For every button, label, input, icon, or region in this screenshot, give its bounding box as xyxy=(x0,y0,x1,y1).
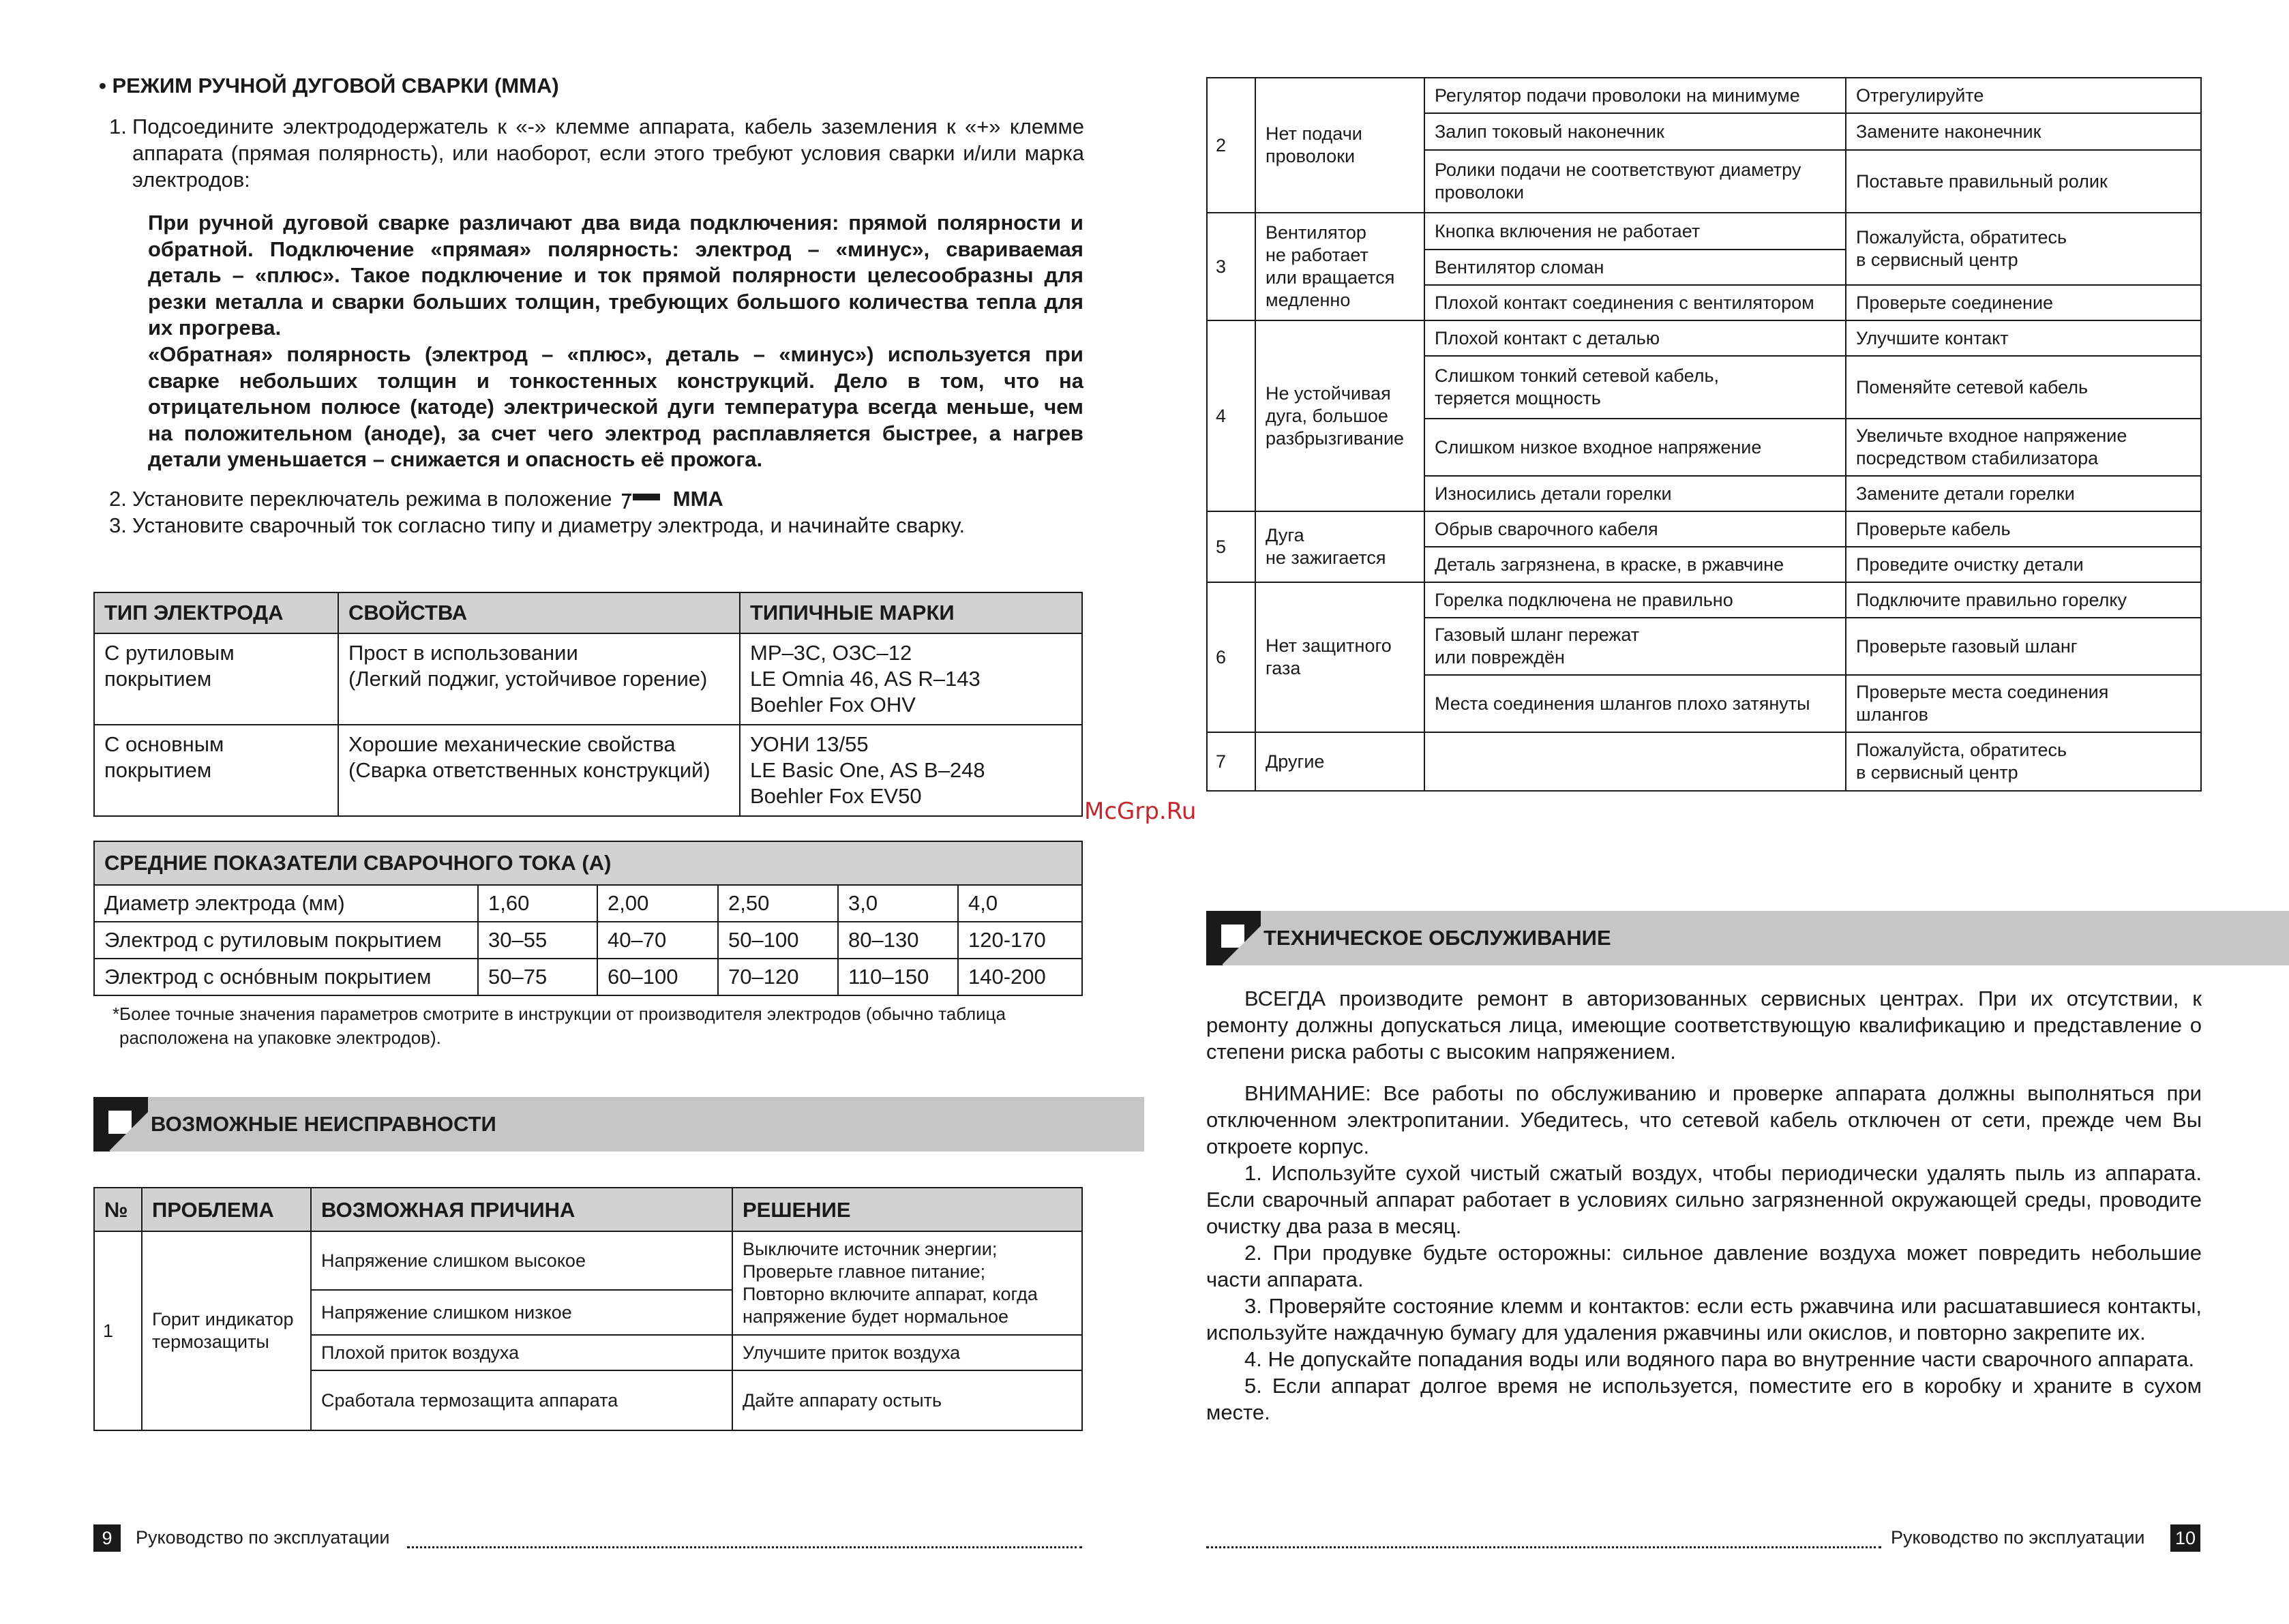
page-footer xyxy=(93,1524,1082,1552)
list-item: 4. Не допускайте попадания воды или водяного пара во внутренние части сварочного аппарата. xyxy=(1244,1347,2195,1371)
fault-solution: Замените детали горелки xyxy=(1846,476,2201,511)
table-cell: Прост в использовании (Легкий поджиг, устойчивое горение) xyxy=(338,633,740,725)
table-title: СРЕДНИЕ ПОКАЗАТЕЛИ СВАРОЧНОГО ТОКА (А) xyxy=(94,841,1082,885)
table-cell: 4,0 xyxy=(958,885,1082,922)
list-item: 3. Проверяйте состояние клемм и контактов: если есть ржавчина или расшатавшиеся контакты, используйте наждачную бумагу для удаления ржавчины или окислов, и повторно закрепите их. xyxy=(1206,1294,2202,1344)
table-cell: Диаметр электрода (мм) xyxy=(94,885,478,922)
fault-solution: Подключите правильно горелку xyxy=(1846,582,2201,618)
maintenance-section-header xyxy=(1206,911,2289,965)
fault-problem: Другие xyxy=(1255,732,1424,791)
maintenance-paragraph: ВНИМАНИЕ: Все работы по обслуживанию и проверке аппарата должны выполняться при отключенном электропитании. Убедитесь, что сетевой кабель отключен от сети, прежде чем Вы откроете корпус. xyxy=(1206,1081,2202,1158)
table-cell: 70–120 xyxy=(718,959,838,995)
fault-solution: Замените наконечник xyxy=(1846,113,2201,150)
column-header: ПРОБЛЕМА xyxy=(142,1188,311,1231)
fault-solution: Проверьте кабель xyxy=(1846,511,2201,547)
polarity-note xyxy=(148,210,1083,473)
table-cell: 60–100 xyxy=(597,959,718,995)
fault-cause: Слишком тонкий сетевой кабель, теряется мощность xyxy=(1424,356,1846,419)
fault-solution: Улучшите контакт xyxy=(1846,320,2201,356)
table-row xyxy=(1207,582,2201,618)
list-item: 5. Если аппарат долгое время не используется, поместите его в коробку и храните в сухом месте. xyxy=(1206,1374,2202,1424)
table-row xyxy=(94,1231,1082,1290)
fault-problem: Вентилятор не работает или вращается медленно xyxy=(1255,213,1424,320)
table-row xyxy=(1207,213,2201,250)
table-cell: 50–75 xyxy=(478,959,597,995)
mma-step-3 xyxy=(109,512,1091,539)
fault-solution: Пожалуйста, обратитесь в сервисный центр xyxy=(1846,213,2201,285)
fault-solution: Улучшите приток воздуха xyxy=(732,1335,1082,1370)
table-cell: 2,50 xyxy=(718,885,838,922)
fault-cause: Сработала термозащита аппарата xyxy=(311,1370,732,1430)
fault-solution: Проверьте места соединения шлангов xyxy=(1846,675,2201,732)
mma-step-2 xyxy=(109,485,1091,512)
fault-number: 6 xyxy=(1207,582,1255,732)
current-table-footnote xyxy=(113,1002,1094,1050)
fault-problem: Не устойчивая дуга, большое разбрызгивание xyxy=(1255,320,1424,511)
section-marker-icon xyxy=(1206,911,1261,965)
fault-solution: Выключите источник энергии; Проверьте главное питание; Повторно включите аппарат, когда напряжение будет нормальное xyxy=(732,1231,1082,1335)
column-header: ТИПИЧНЫЕ МАРКИ xyxy=(740,592,1082,633)
table-cell: 30–55 xyxy=(478,922,597,959)
fault-cause: Места соединения шлангов плохо затянуты xyxy=(1424,675,1846,732)
table-row xyxy=(94,633,1082,725)
table-cell: 110–150 xyxy=(838,959,958,995)
step-number: 1. xyxy=(109,115,127,138)
table-cell: МР–3С, ОЗС–12 LE Omnia 46, AS R–143 Boehler Fox OHV xyxy=(740,633,1082,725)
mma-section-title: • РЕЖИМ РУЧНОЙ ДУГОВОЙ СВАРКИ (ММА) xyxy=(99,74,559,97)
column-header: ВОЗМОЖНАЯ ПРИЧИНА xyxy=(311,1188,732,1231)
fault-cause: Газовый шланг пережат или повреждён xyxy=(1424,618,1846,675)
table-cell: Электрод с оснóвным покрытием xyxy=(94,959,478,995)
fault-solution: Отрегулируйте xyxy=(1846,78,2201,113)
table-cell: 120-170 xyxy=(958,922,1082,959)
fault-cause: Напряжение слишком высокое xyxy=(311,1231,732,1290)
mma-step-1 xyxy=(109,113,1084,193)
page-footer xyxy=(1206,1524,2202,1552)
footnote-marker: * xyxy=(113,1004,120,1024)
table-row xyxy=(94,922,1082,959)
welding-current-table xyxy=(93,841,1083,996)
watermark-text: McGrp.Ru xyxy=(1084,798,1197,825)
fault-cause: Залип токовый наконечник xyxy=(1424,113,1846,150)
section-title: ТЕХНИЧЕСКОЕ ОБСЛУЖИВАНИЕ xyxy=(1263,926,1611,950)
table-cell: 50–100 xyxy=(718,922,838,959)
fault-solution: Проведите очистку детали xyxy=(1846,547,2201,582)
fault-cause: Вентилятор сломан xyxy=(1424,250,1846,285)
footer-leader-dots xyxy=(407,1533,1082,1548)
faults-table-part-2 xyxy=(1206,77,2202,792)
table-cell: УОНИ 13/55 LE Basic One, AS B–248 Boehler Fox EV50 xyxy=(740,725,1082,816)
fault-problem: Нет защитного газа xyxy=(1255,582,1424,732)
fault-number: 3 xyxy=(1207,213,1255,320)
table-cell: С рутиловым покрытием xyxy=(94,633,338,725)
step-text: Подсоедините электрододержатель к «-» клемме аппарата, кабель заземления к «+» клемме аппарата (прямая полярность), или наоборот, если этого требуют условия сварки и/или марка электродов: xyxy=(132,115,1084,192)
fault-cause: Плохой контакт соединения с вентилятором xyxy=(1424,285,1846,320)
electrode-table xyxy=(93,592,1083,817)
fault-cause: Износились детали горелки xyxy=(1424,476,1846,511)
fault-cause: Кнопка включения не работает xyxy=(1424,213,1846,250)
table-row xyxy=(94,959,1082,995)
footnote-text: Более точные значения параметров смотрите в инструкции от производителя электродов (обычно таблица расположена на упаковке электродов). xyxy=(119,1004,1006,1048)
fault-cause: Плохой контакт с деталью xyxy=(1424,320,1846,356)
fault-cause: Обрыв сварочного кабеля xyxy=(1424,511,1846,547)
fault-cause: Ролики подачи не соответствуют диаметру проволоки xyxy=(1424,150,1846,213)
fault-cause xyxy=(1424,732,1846,791)
fault-problem: Нет подачи проволоки xyxy=(1255,78,1424,213)
page-number: 10 xyxy=(2170,1524,2200,1552)
section-title: ВОЗМОЖНЫЕ НЕИСПРАВНОСТИ xyxy=(151,1112,496,1136)
table-cell: Хорошие механические свойства (Сварка ответственных конструкций) xyxy=(338,725,740,816)
fault-problem: Дуга не зажигается xyxy=(1255,511,1424,582)
fault-cause: Деталь загрязнена, в краске, в ржавчине xyxy=(1424,547,1846,582)
column-header: РЕШЕНИЕ xyxy=(732,1188,1082,1231)
fault-solution: Увеличьте входное напряжение посредством стабилизатора xyxy=(1846,419,2201,476)
fault-solution: Проверьте соединение xyxy=(1846,285,2201,320)
faults-table-part-1 xyxy=(93,1187,1083,1431)
column-header: № xyxy=(94,1188,142,1231)
fault-number: 4 xyxy=(1207,320,1255,511)
page-number: 9 xyxy=(93,1524,121,1552)
table-cell: С основным покрытием xyxy=(94,725,338,816)
fault-cause: Слишком низкое входное напряжение xyxy=(1424,419,1846,476)
fault-problem: Горит индикатор термозащиты xyxy=(142,1231,311,1430)
table-cell: Электрод с рутиловым покрытием xyxy=(94,922,478,959)
fault-number: 7 xyxy=(1207,732,1255,791)
list-item: 2. При продувке будьте осторожны: сильное давление воздуха может повредить небольшие части аппарата. xyxy=(1206,1241,2202,1291)
fault-cause: Регулятор подачи проволоки на минимуме xyxy=(1424,78,1846,113)
table-cell: 140-200 xyxy=(958,959,1082,995)
list-item: 1. Используйте сухой чистый сжатый воздух, чтобы периодически удалять пыль из аппарата. Если сварочный аппарат работает в условиях сильно загрязненной окружающей среды, проводите очистку два раза в месяц. xyxy=(1206,1161,2202,1238)
right-page xyxy=(1146,0,2289,1624)
fault-cause: Напряжение слишком низкое xyxy=(311,1290,732,1335)
table-cell: 80–130 xyxy=(838,922,958,959)
fault-cause: Горелка подключена не правильно xyxy=(1424,582,1846,618)
maintenance-text xyxy=(1206,985,2202,1426)
table-row xyxy=(1207,511,2201,547)
table-row xyxy=(94,885,1082,922)
mma-mode-label: ММА xyxy=(672,487,723,511)
fault-solution: Поставьте правильный ролик xyxy=(1846,150,2201,213)
mma-steps-2-3 xyxy=(109,485,1091,539)
electrode-holder-icon xyxy=(622,491,660,509)
footer-leader-dots xyxy=(1206,1533,1881,1548)
faults-section-header xyxy=(93,1097,1144,1152)
fault-solution: Поменяйте сетевой кабель xyxy=(1846,356,2201,419)
fault-number: 1 xyxy=(94,1231,142,1430)
table-row xyxy=(1207,78,2201,113)
fault-solution: Пожалуйста, обратитесь в сервисный центр xyxy=(1846,732,2201,791)
table-row xyxy=(1207,320,2201,356)
table-cell: 40–70 xyxy=(597,922,718,959)
section-marker-icon xyxy=(93,1097,148,1152)
step-number: 2. xyxy=(109,487,127,511)
column-header: СВОЙСТВА xyxy=(338,592,740,633)
table-cell: 3,0 xyxy=(838,885,958,922)
step-text: Установите переключатель режима в положение xyxy=(132,487,612,511)
fault-solution: Проверьте газовый шланг xyxy=(1846,618,2201,675)
footer-title: Руководство по эксплуатации xyxy=(136,1527,390,1548)
fault-solution: Дайте аппарату остыть xyxy=(732,1370,1082,1430)
footer-title: Руководство по эксплуатации xyxy=(1891,1527,2145,1548)
step-text: Установите сварочный ток согласно типу и диаметру электрода, и начинайте сварку. xyxy=(132,513,966,537)
table-row xyxy=(1207,732,2201,791)
polarity-note-reverse: «Обратная» полярность (электрод – «плюс», деталь – «минус») используется при сварке небольших толщин и тонкостенных конструкций. Дело в том, что на отрицательном полюсе (катоде) электрической дуги температура всегда меньше, чем на положительном (аноде), за счет чего электрод расплавляется быстрее, а нагрев детали уменьшается – снижается и опасность её прожога. xyxy=(148,342,1083,472)
table-cell: 2,00 xyxy=(597,885,718,922)
fault-cause: Плохой приток воздуха xyxy=(311,1335,732,1370)
polarity-note-direct: При ручной дуговой сварке различают два вида подключения: прямой полярности и обратной. Подключение «прямая» полярность: электрод – «минус», свариваемая деталь – «плюс». Такое подключение и ток прямой полярности целесообразны для резки металла и сварки больших толщин, требующих большого количества тепла для их прогрева. xyxy=(148,211,1083,340)
table-row xyxy=(94,725,1082,816)
fault-number: 2 xyxy=(1207,78,1255,213)
fault-number: 5 xyxy=(1207,511,1255,582)
column-header: ТИП ЭЛЕКТРОДА xyxy=(94,592,338,633)
maintenance-paragraph: ВСЕГДА производите ремонт в авторизованных сервисных центрах. При их отсутствии, к ремонту должны допускаться лица, имеющие соответствующую квалификацию и представление о степени риска работы с высоким напряжением. xyxy=(1206,987,2202,1064)
step-number: 3. xyxy=(109,513,127,537)
table-cell: 1,60 xyxy=(478,885,597,922)
